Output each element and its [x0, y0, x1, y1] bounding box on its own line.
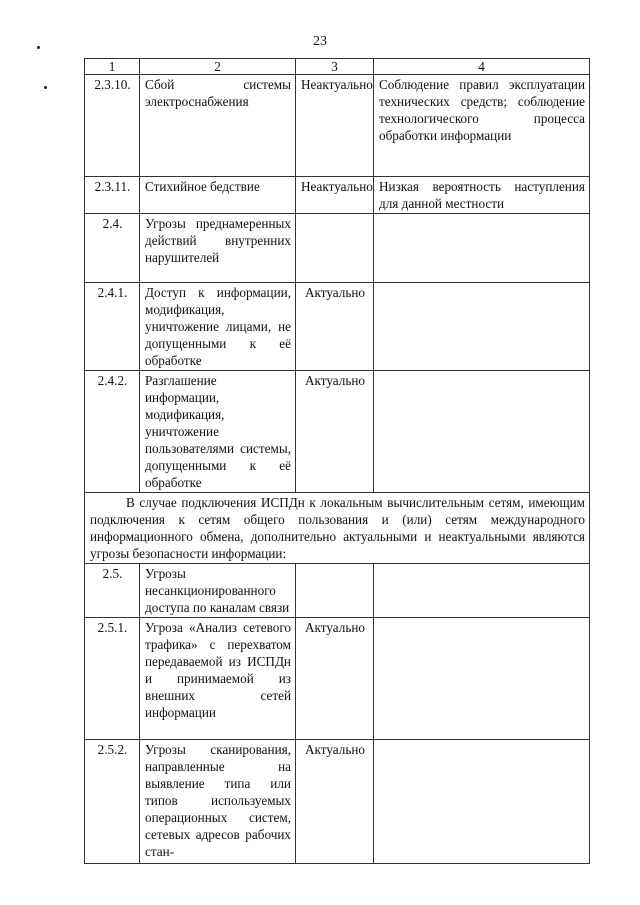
threats-table: [84, 58, 590, 864]
table-row: [85, 283, 590, 371]
table-row: [85, 75, 590, 177]
threat-status: Неактуально: [296, 177, 374, 214]
threat-name: Угрозы преднамеренных действий внутренних нарушителей: [140, 214, 296, 283]
table-row: [85, 740, 590, 864]
threat-name: Сбой системы электроснабжения: [140, 75, 296, 177]
table-note: В случае подключения ИСПДн к локальным вычислительным сетям, имеющим подключения к сетям общего пользования и (или) сетям международного информационного обмена, дополнительно актуальными и неактуальными являются угрозы безопасности информации:: [85, 493, 590, 564]
threat-measure: [374, 214, 590, 283]
threat-measure: Соблюдение правил эксплуатации технических средств; соблюдение технологического процесса обработки информации: [374, 75, 590, 177]
threat-status: Неактуально: [296, 75, 374, 177]
column-header: 2: [140, 59, 296, 75]
row-number: 2.3.11.: [85, 177, 140, 214]
table-row: [85, 564, 590, 618]
table-note-row: [85, 493, 590, 564]
column-header: 3: [296, 59, 374, 75]
threat-measure: [374, 371, 590, 493]
table-row: [85, 214, 590, 283]
column-header: 4: [374, 59, 590, 75]
table-row: [85, 371, 590, 493]
threat-measure: [374, 740, 590, 864]
row-number: 2.4.2.: [85, 371, 140, 493]
threat-measure: [374, 564, 590, 618]
page-number: 23: [313, 34, 327, 49]
row-number: 2.3.10.: [85, 75, 140, 177]
table-header-row: [85, 59, 590, 75]
row-number: 2.5.2.: [85, 740, 140, 864]
threat-status: [296, 214, 374, 283]
table-row: [85, 177, 590, 214]
threat-status: [296, 564, 374, 618]
threat-status: Актуально: [296, 740, 374, 864]
threat-measure: [374, 283, 590, 371]
threat-status: Актуально: [296, 283, 374, 371]
threat-name: Угроза «Анализ сетевого трафика» с перехватом передаваемой из ИСПДн и принимаемой из внешних сетей информации: [140, 618, 296, 740]
table-row: [85, 618, 590, 740]
row-number: 2.5.1.: [85, 618, 140, 740]
threat-name: Стихийное бедствие: [140, 177, 296, 214]
threat-name: Разглашение информации, модификация, уничтожение пользователями системы, допущенными к её обработке: [140, 371, 296, 493]
row-number: 2.4.1.: [85, 283, 140, 371]
threat-measure: [374, 618, 590, 740]
column-header: 1: [85, 59, 140, 75]
threat-status: Актуально: [296, 371, 374, 493]
threat-status: Актуально: [296, 618, 374, 740]
row-number: 2.5.: [85, 564, 140, 618]
row-number: 2.4.: [85, 214, 140, 283]
threat-name: Угрозы несанкционированного доступа по каналам связи: [140, 564, 296, 618]
threat-measure: Низкая вероятность наступления для данной местности: [374, 177, 590, 214]
threat-name: Угрозы сканирования, направленные на выявление типа или типов используемых операционных систем, сетевых адресов рабочих стан-: [140, 740, 296, 864]
threat-name: Доступ к информации, модификация, уничтожение лицами, не допущенными к её обработке: [140, 283, 296, 371]
scan-mark: [44, 86, 47, 89]
